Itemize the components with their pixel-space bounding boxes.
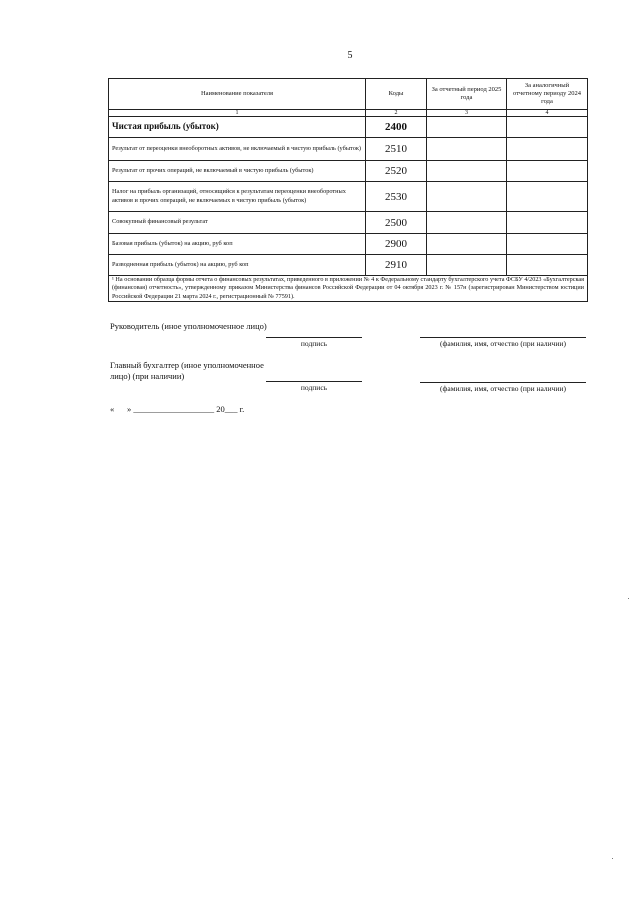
row-current-value [427,161,507,182]
accountant-name-line [420,382,586,383]
row-code: 2510 [366,138,427,161]
head-name-caption: (фамилия, имя, отчество (при наличии) [440,339,566,348]
row-current-value [427,234,507,255]
column-number: 3 [427,110,507,117]
row-code: 2520 [366,161,427,182]
footnote: ¹ На основании образца формы отчета о финансовых результатах, приведенного в приложении № 4 к Федеральному стандарту бухгалтерского учета ФСБУ 4/2023 «Бухгалтерская (финансовая) отчетность», утвержденному приказом Министерства финансов Российской Федерации от 04 октября 2023 г. № 157н (зарегистрирован Министерством юстиции Российской Федерации 21 марта 2024 г., регистрационный № 77591). [109,276,588,302]
row-previous-value [507,117,588,138]
row-previous-value [507,182,588,212]
head-name-line [420,337,586,338]
row-current-value [427,255,507,276]
row-previous-value [507,234,588,255]
header-code: Коды [366,79,427,110]
date-line: « » ___________________ 20___ г. [110,404,245,414]
row-name: Совокупный финансовый результат [109,212,366,234]
scan-speck [628,598,629,599]
column-number: 4 [507,110,588,117]
row-current-value [427,138,507,161]
footnote-row [109,276,588,302]
financial-results-table [108,78,588,302]
row-previous-value [507,138,588,161]
table-row [109,234,588,255]
column-number: 1 [109,110,366,117]
table-row [109,161,588,182]
table-row [109,255,588,276]
table-row [109,212,588,234]
accountant-name-caption: (фамилия, имя, отчество (при наличии) [440,384,566,393]
row-code: 2910 [366,255,427,276]
row-current-value [427,182,507,212]
row-name: Чистая прибыль (убыток) [109,117,366,138]
page-number: 5 [347,50,353,61]
row-code: 2900 [366,234,427,255]
row-name: Разводненная прибыль (убыток) на акцию, руб коп [109,255,366,276]
row-code: 2500 [366,212,427,234]
row-previous-value [507,212,588,234]
row-name: Базовая прибыль (убыток) на акцию, руб коп [109,234,366,255]
header-indicator-name: Наименование показателя [109,79,366,110]
table-row [109,182,588,212]
header-previous-period: За аналогичный отчетному периоду 2024 года [507,79,588,110]
head-signature-label: Руководитель (иное уполномоченное лицо) [110,321,267,331]
row-name: Результат от прочих операций, не включаемый в чистую прибыль (убыток) [109,161,366,182]
row-name: Результат от переоценки внеоборотных активов, не включаемый в чистую прибыль (убыток) [109,138,366,161]
accountant-label-line2: лицо) (при наличии) [110,371,185,382]
table-row [109,138,588,161]
row-code: 2400 [366,117,427,138]
scan-speck [612,858,613,859]
row-previous-value [507,255,588,276]
row-current-value [427,212,507,234]
table-header-row [109,79,588,110]
head-signature-caption: подпись [300,339,328,348]
table-row [109,117,588,138]
column-number: 2 [366,110,427,117]
row-previous-value [507,161,588,182]
row-current-value [427,117,507,138]
row-name: Налог на прибыль организаций, относящийся к результатам переоценки внеоборотных активов и прочих операций, не включаемых в чистую прибыль (убыток) [109,182,366,212]
row-code: 2530 [366,182,427,212]
accountant-signature-label [110,360,264,382]
header-current-period: За отчетный период 2025 года [427,79,507,110]
column-numbers-row [109,110,588,117]
accountant-label-line1: Главный бухгалтер (иное уполномоченное [110,360,264,370]
accountant-signature-line [266,381,362,382]
head-signature-line [266,337,362,338]
accountant-signature-caption: подпись [300,383,328,392]
